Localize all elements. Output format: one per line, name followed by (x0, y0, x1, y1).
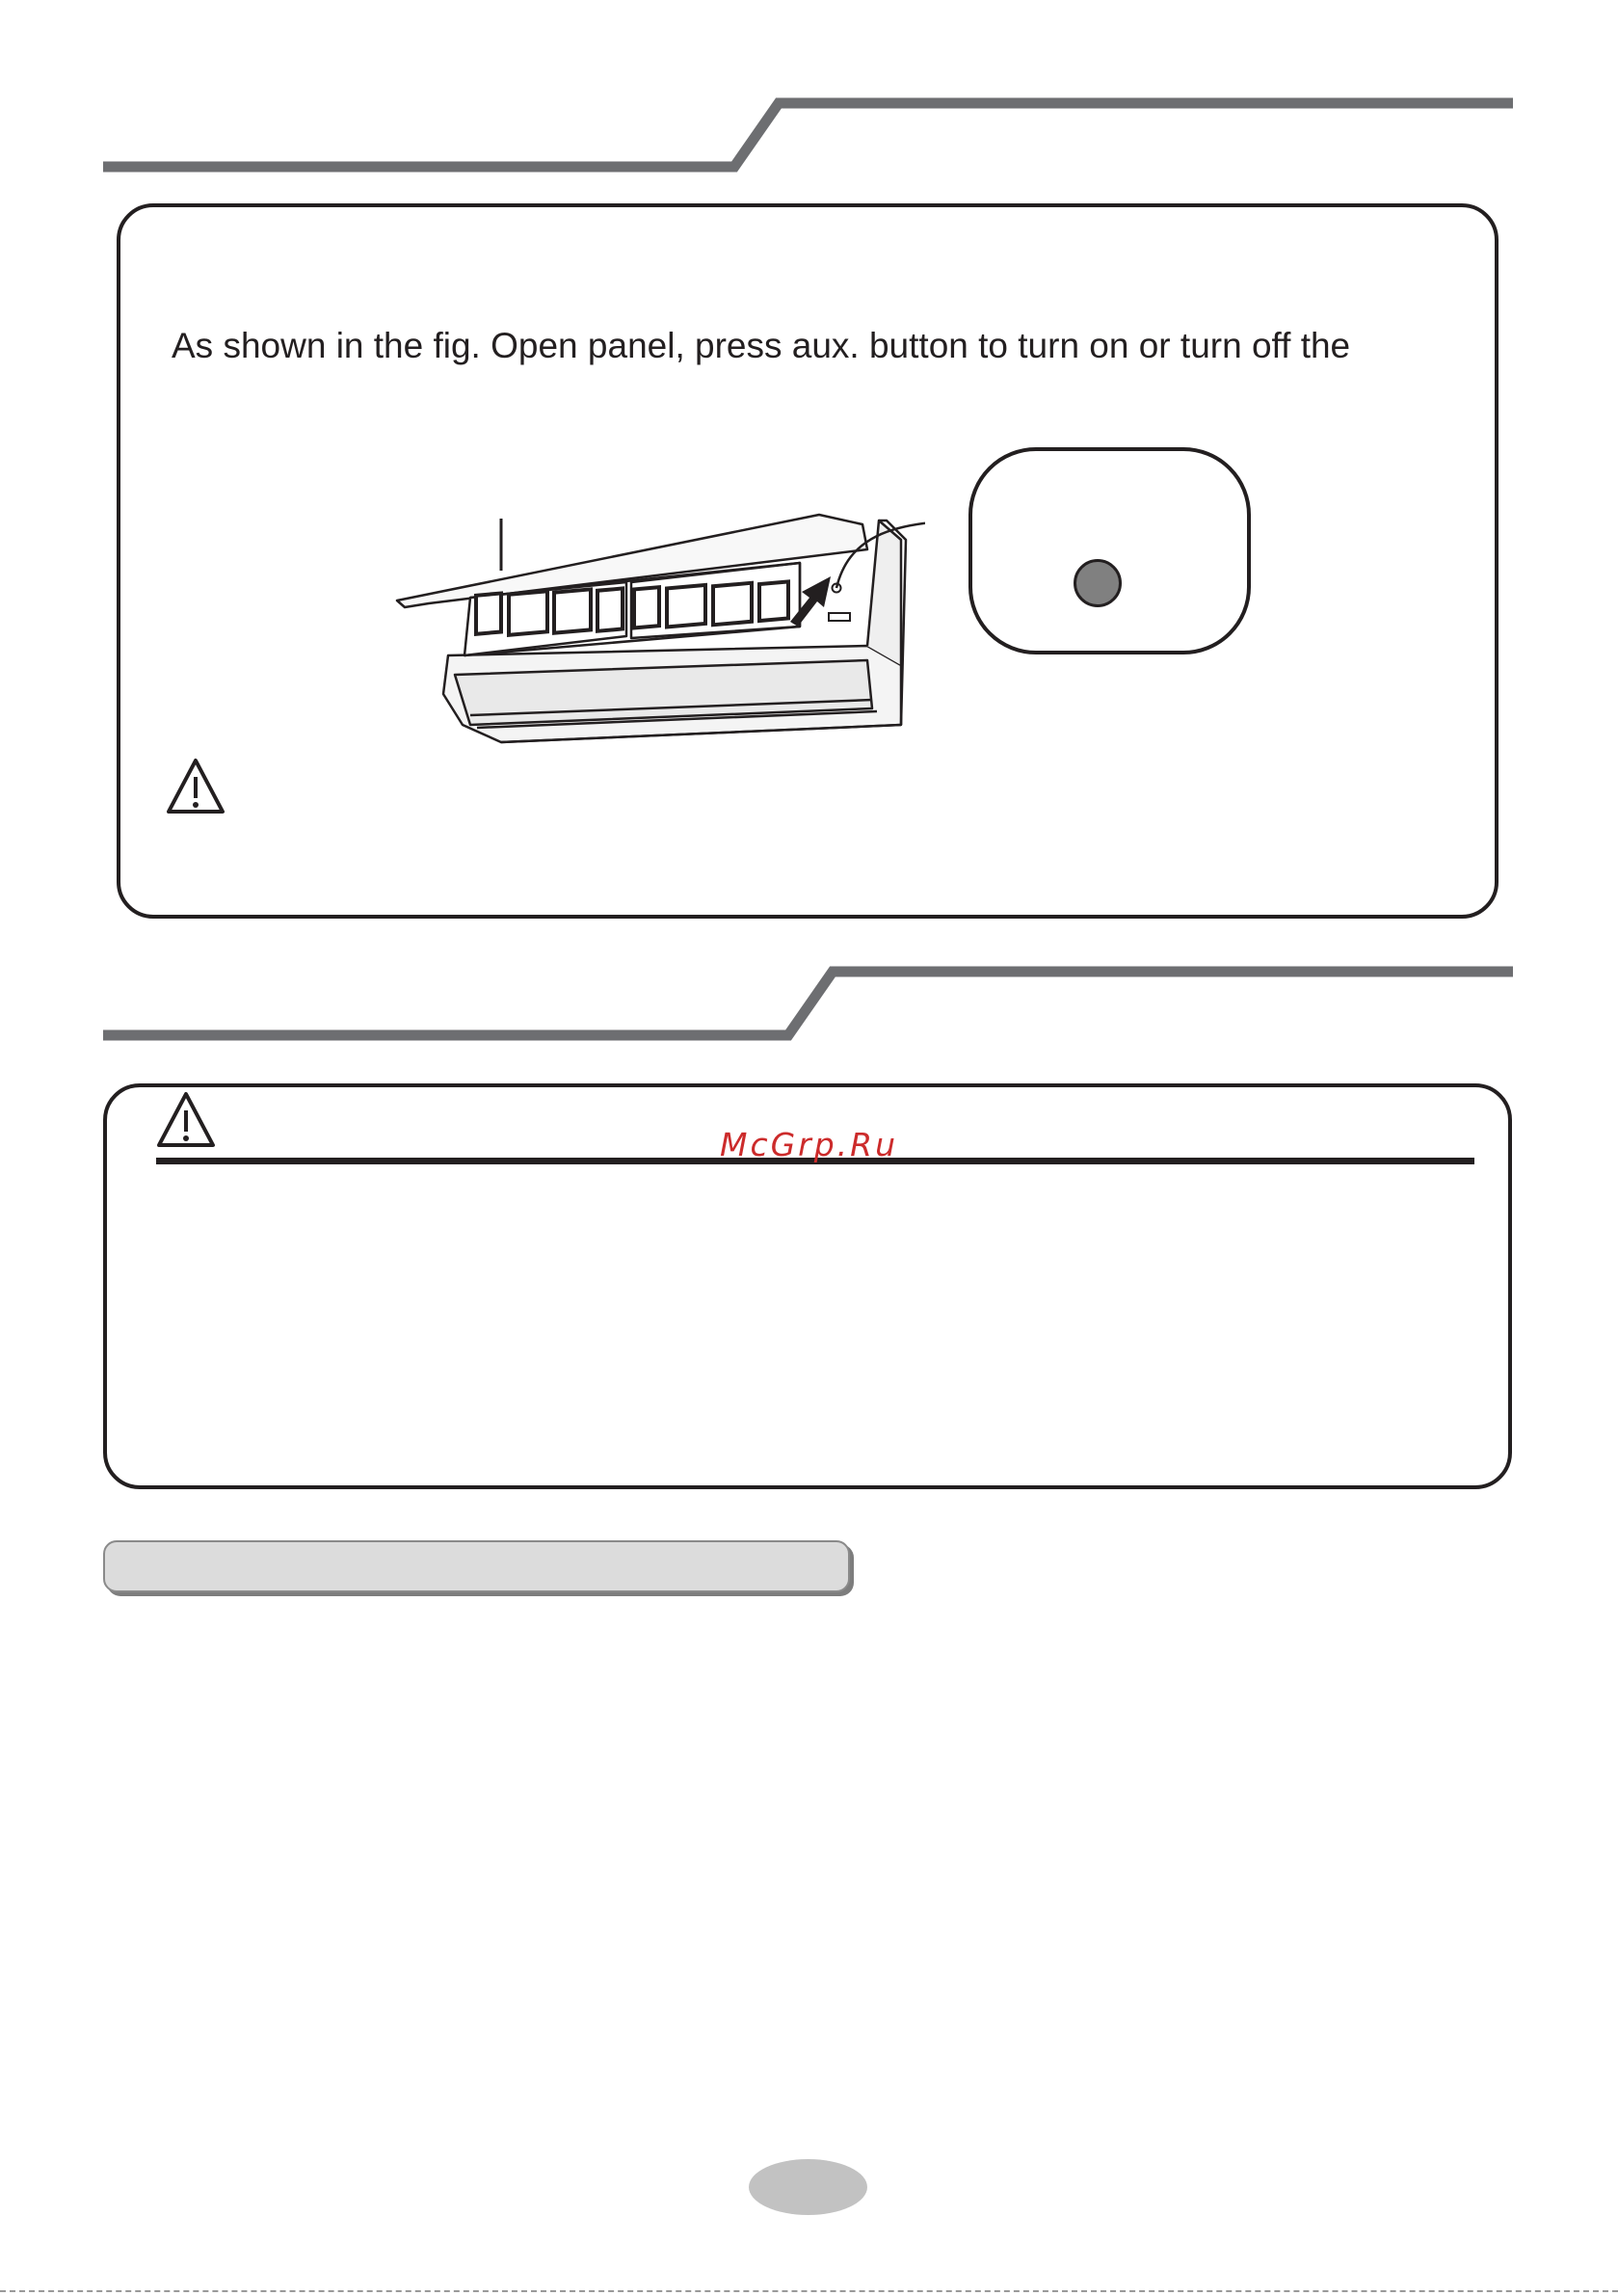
aux-button-circle (1074, 559, 1122, 607)
watermark: McGrp.Ru (719, 1126, 899, 1163)
section-header-bar-2 (0, 945, 1618, 1051)
instruction-text: As shown in the fig. Open panel, press aux. button to turn on or turn off the (172, 326, 1351, 365)
section-header-bar-1 (0, 0, 1618, 193)
footer-divider (0, 2290, 1618, 2292)
air-conditioner-illustration (385, 501, 925, 752)
section-label-box (103, 1540, 850, 1592)
aux-button-callout (968, 447, 1251, 654)
page-number-oval (749, 2159, 867, 2215)
warning-triangle-icon (164, 756, 227, 817)
